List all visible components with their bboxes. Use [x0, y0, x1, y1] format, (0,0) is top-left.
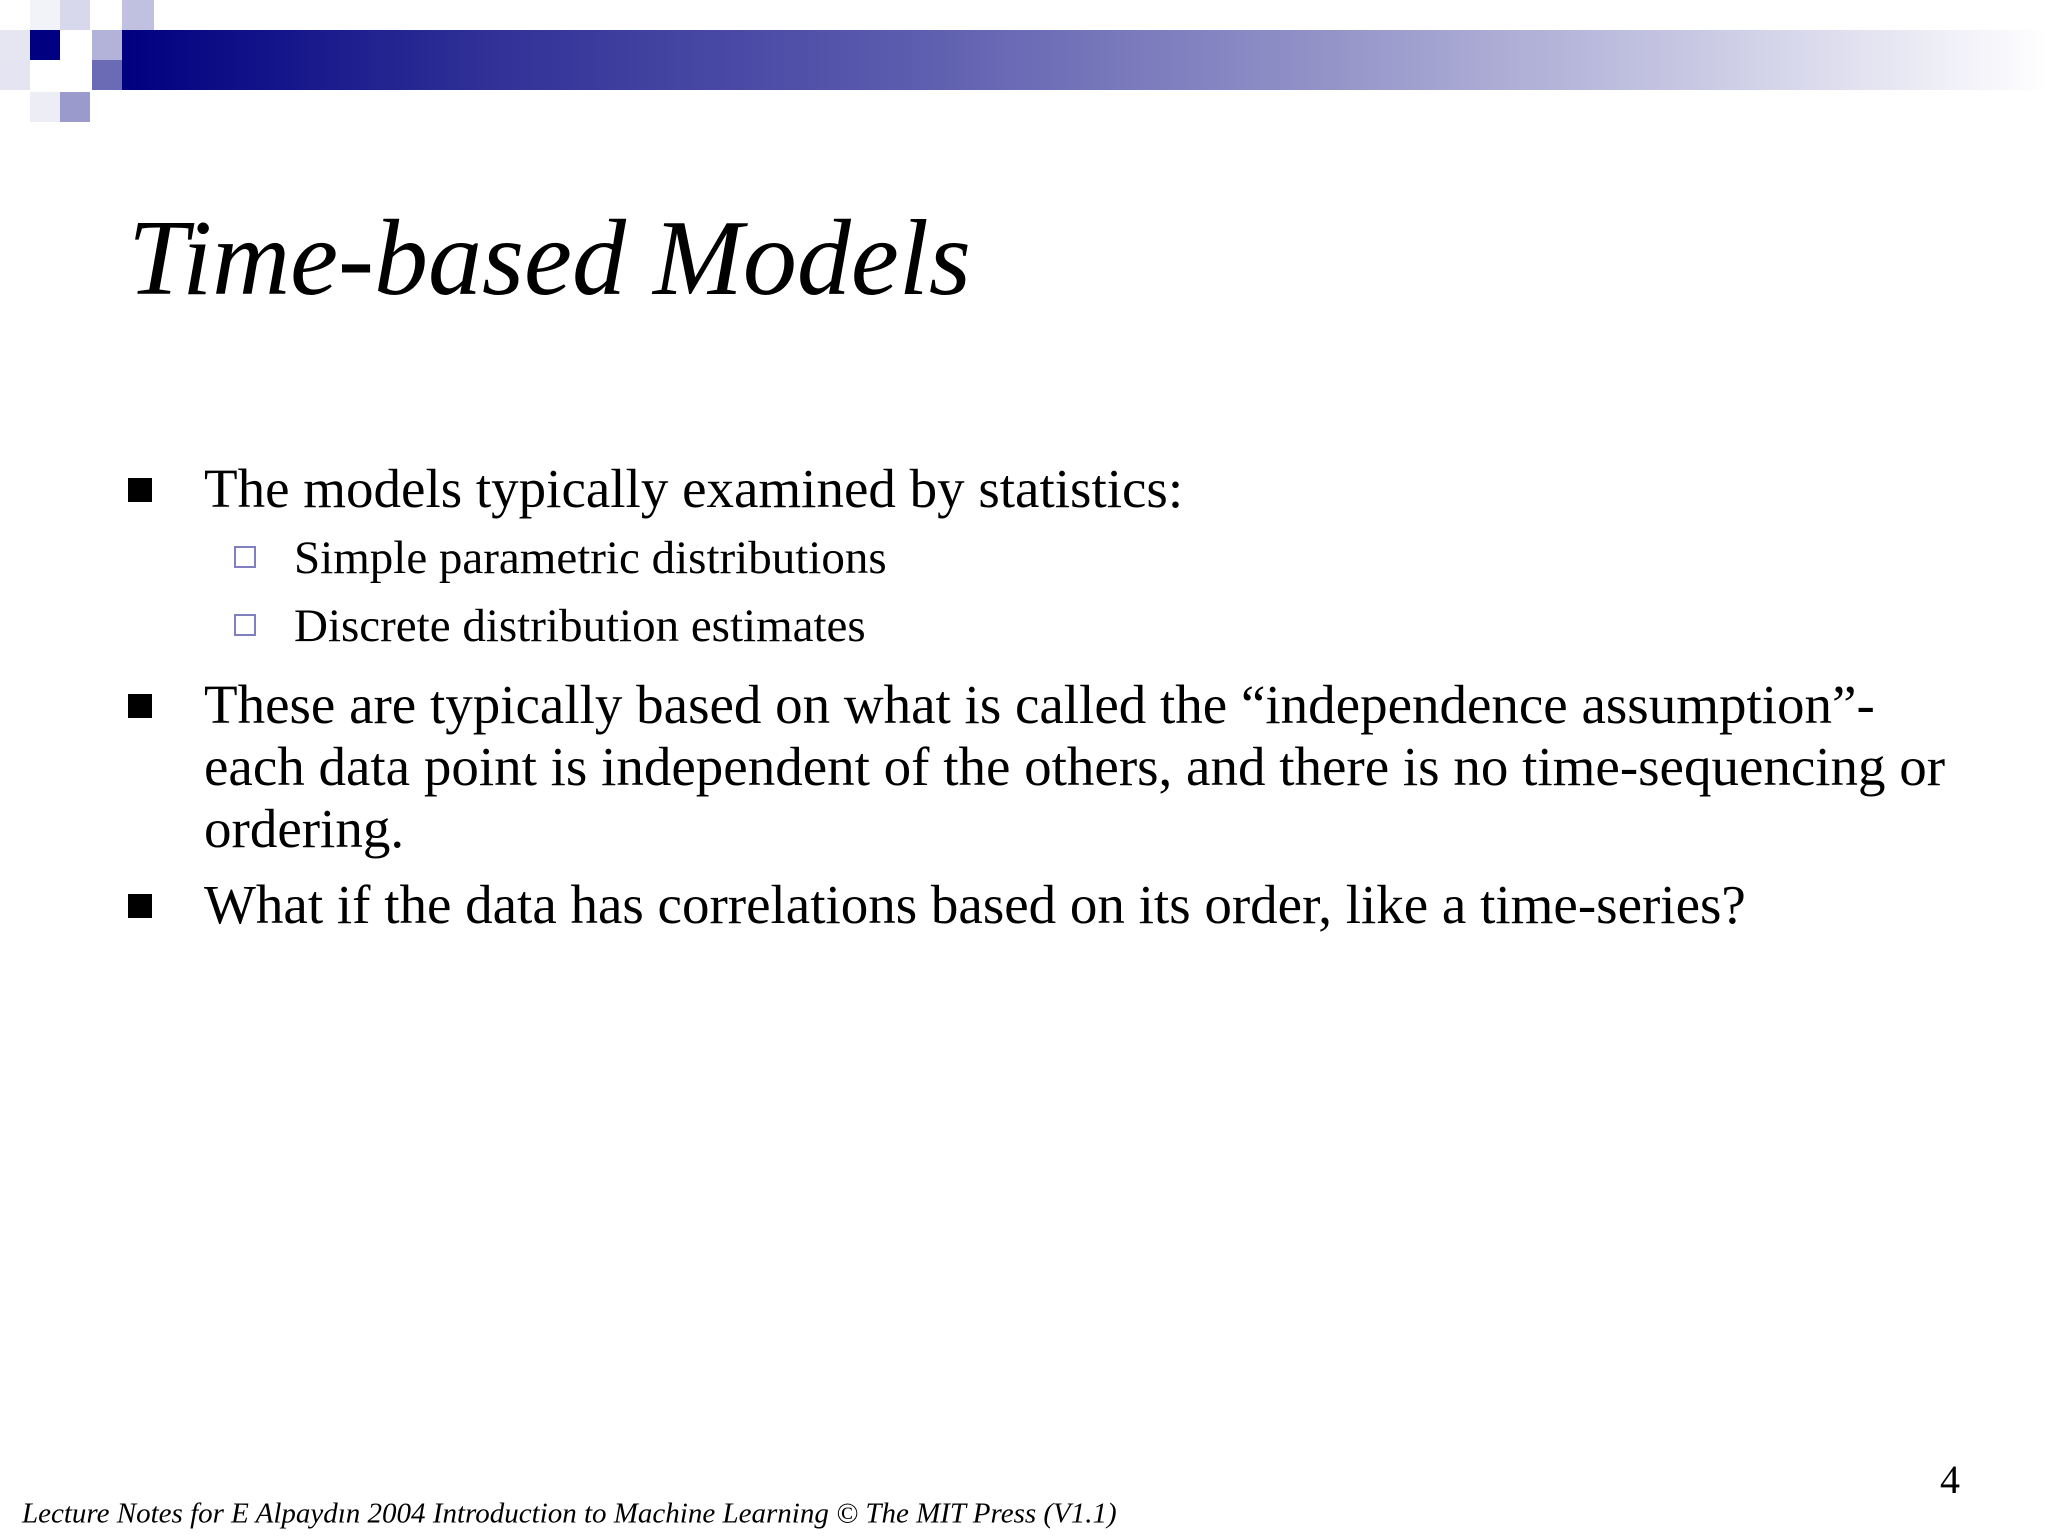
banner-square — [92, 30, 122, 60]
subbullet-item — [204, 592, 1948, 660]
banner-gradient-bar — [122, 30, 2048, 90]
banner-square — [122, 0, 154, 30]
banner-square — [0, 60, 30, 90]
bullet-list — [128, 458, 1948, 950]
banner-square — [30, 92, 60, 122]
banner-square — [60, 60, 90, 90]
bullet-item — [128, 874, 1948, 936]
banner-square — [60, 92, 90, 122]
subbullet-text: Simple parametric distributions — [294, 532, 887, 584]
bullet-text: These are typically based on what is called the “independence assumption”- each data point is independent of the others, and there is no time-sequencing or ordering. — [204, 674, 1946, 859]
subbullet-text: Discrete distribution estimates — [294, 600, 866, 652]
filled-square-bullet-icon — [128, 478, 152, 502]
banner-square — [0, 30, 30, 60]
footer-citation: Lecture Notes for E Alpaydın 2004 Introduction to Machine Learning © The MIT Press (V1.1) — [22, 1497, 1117, 1530]
bullet-text: The models typically examined by statistics: — [204, 458, 1184, 519]
hollow-square-bullet-icon — [234, 614, 256, 636]
slide-title: Time-based Models — [128, 199, 971, 318]
banner-square — [60, 0, 90, 30]
page-number: 4 — [1940, 1457, 1960, 1502]
banner-square — [0, 0, 30, 30]
bullet-text: What if the data has correlations based on its order, like a time-series? — [204, 874, 1746, 935]
bullet-item — [128, 458, 1948, 660]
banner-square — [30, 0, 60, 30]
hollow-square-bullet-icon — [234, 546, 256, 568]
subbullet-list — [204, 524, 1948, 660]
banner-square — [92, 60, 122, 90]
filled-square-bullet-icon — [128, 694, 152, 718]
banner-square — [30, 30, 60, 60]
filled-square-bullet-icon — [128, 894, 152, 918]
subbullet-item — [204, 524, 1948, 592]
bullet-item — [128, 674, 1948, 860]
